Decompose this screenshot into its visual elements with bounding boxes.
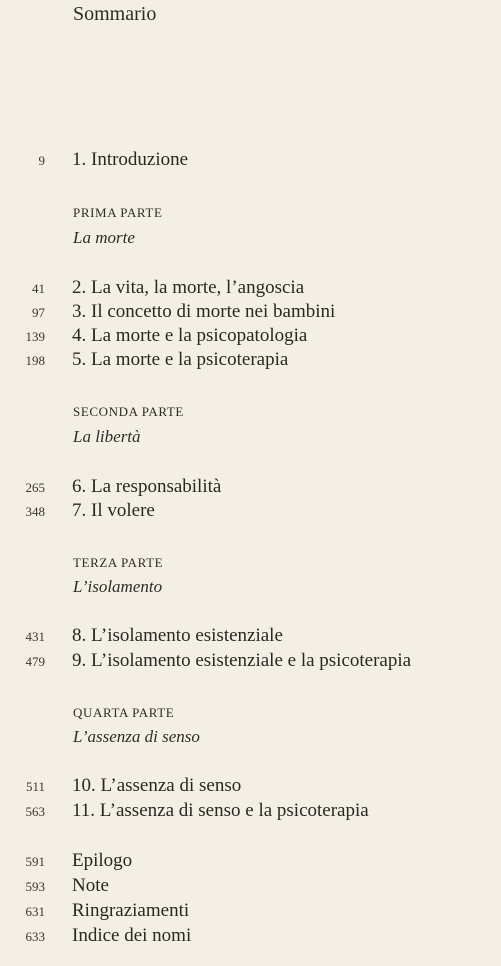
page-number: 139 <box>25 329 45 344</box>
toc-entry <box>0 849 501 873</box>
toc-entry <box>0 276 501 300</box>
part-label-2: SECONDA PARTE <box>73 404 184 419</box>
part-label-1: PRIMA PARTE <box>73 205 163 220</box>
toc-entry <box>0 624 501 648</box>
toc-entry <box>0 799 501 823</box>
chapter-title: 3. Il concetto di morte nei bambini <box>72 301 336 322</box>
toc-entry <box>0 324 501 348</box>
chapter-title: 5. La morte e la psicoterapia <box>72 349 289 370</box>
part-title-3: L’isolamento <box>73 577 163 596</box>
page-number: 97 <box>32 305 45 320</box>
toc-entry <box>0 348 501 372</box>
chapter-title: 10. L’assenza di senso <box>72 775 242 796</box>
page-number: 633 <box>25 929 45 944</box>
page-number: 593 <box>25 879 45 894</box>
chapter-title: 11. L’assenza di senso e la psicoterapia <box>72 800 369 821</box>
page-number: 9 <box>38 153 45 168</box>
part-title-4: L’assenza di senso <box>73 727 200 746</box>
chapter-title: Note <box>72 875 109 896</box>
page-number: 41 <box>32 281 45 296</box>
part-label-3: TERZA PARTE <box>73 555 164 570</box>
page-number: 348 <box>25 504 45 519</box>
page-number: 511 <box>25 779 45 794</box>
chapter-title: 2. La vita, la morte, l’angoscia <box>72 277 305 298</box>
page-number: 198 <box>25 353 45 368</box>
toc-entry <box>0 899 501 923</box>
page-number: 563 <box>25 804 45 819</box>
part-label-4: QUARTA PARTE <box>73 705 175 720</box>
chapter-title: 9. L’isolamento esistenziale e la psicoterapia <box>72 650 412 671</box>
toc-entry <box>0 649 501 673</box>
toc-entry <box>0 475 501 499</box>
toc-entry <box>0 499 501 523</box>
chapter-title: 6. La responsabilità <box>72 476 222 497</box>
toc-entry <box>0 300 501 324</box>
chapter-title: Indice dei nomi <box>72 925 192 946</box>
chapter-title: Epilogo <box>72 850 133 871</box>
part-title-2: La libertà <box>73 427 141 446</box>
toc-entry <box>0 874 501 898</box>
page-number: 265 <box>25 480 45 495</box>
toc-entry-introduction <box>0 148 501 172</box>
chapter-title: 4. La morte e la psicopatologia <box>72 325 308 346</box>
page-number: 631 <box>25 904 45 919</box>
page-number: 431 <box>25 629 45 644</box>
page-number: 591 <box>25 854 45 869</box>
chapter-title: 1. Introduzione <box>72 149 189 170</box>
toc-title: Sommario <box>73 3 157 25</box>
part-title-1: La morte <box>73 228 135 247</box>
chapter-title: 8. L’isolamento esistenziale <box>72 625 283 646</box>
chapter-title: 7. Il volere <box>72 500 155 521</box>
toc-entry <box>0 774 501 798</box>
chapter-title: Ringraziamenti <box>72 900 190 921</box>
toc-entry <box>0 924 501 948</box>
page-number: 479 <box>25 654 45 669</box>
